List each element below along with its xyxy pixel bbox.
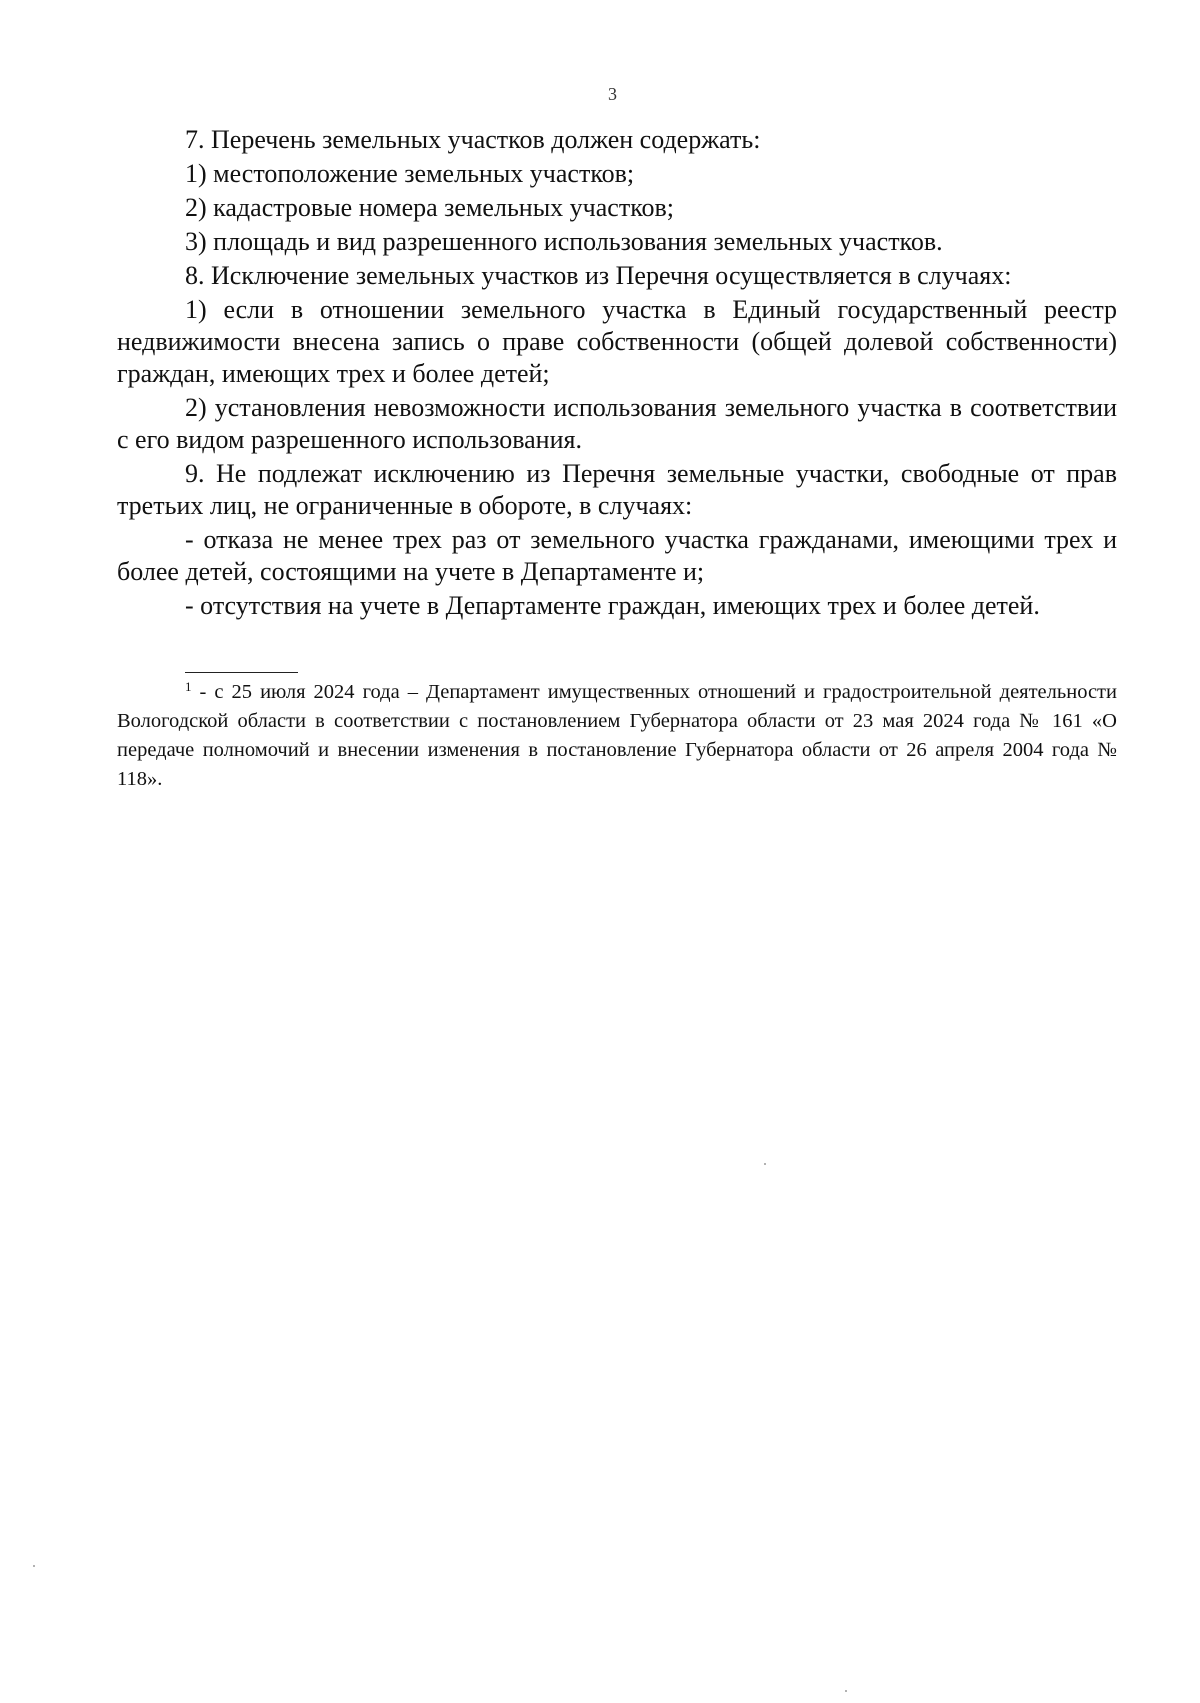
scan-speck (764, 1163, 766, 1165)
paragraph-8-item-2: 2) установления невозможности использования земельного участка в соответствии с его видом разрешенного использования. (117, 393, 1117, 454)
page-number: 3 (608, 84, 617, 104)
paragraph-7-item-3: 3) площадь и вид разрешенного использования земельных участков. (185, 227, 943, 256)
footnote-marker: 1 (185, 679, 192, 694)
paragraph-7-item-1: 1) местоположение земельных участков; (185, 159, 635, 188)
footnote-separator (185, 672, 298, 673)
document-body (117, 124, 1117, 622)
paragraph-9-heading: 9. Не подлежат исключению из Перечня земельные участки, свободные от прав третьих лиц, не ограниченные в обороте, в случаях: (117, 459, 1117, 520)
scan-speck (845, 1690, 847, 1692)
paragraph-8-heading: 8. Исключение земельных участков из Перечня осуществляется в случаях: (185, 261, 1012, 290)
footnote (117, 678, 1117, 794)
paragraph-7-item-2: 2) кадастровые номера земельных участков; (185, 193, 675, 222)
paragraph-7-heading: 7. Перечень земельных участков должен содержать: (185, 125, 761, 154)
paragraph-9-item-2: - отсутствия на учете в Департаменте граждан, имеющих трех и более детей. (185, 591, 1040, 620)
paragraph-8-item-1: 1) если в отношении земельного участка в Единый государственный реестр недвижимости внесена запись о праве собственности (общей долевой собственности) граждан, имеющих трех и более детей; (117, 295, 1117, 388)
scan-speck (33, 1565, 35, 1567)
paragraph-9-item-1: - отказа не менее трех раз от земельного участка гражданами, имеющими трех и более детей, состоящими на учете в Департаменте и; (117, 525, 1117, 586)
footnote-text: - с 25 июля 2024 года – Департамент имущественных отношений и градостроительной деятельности Вологодской области в соответствии с постановлением Губернатора области от 23 мая 2024 года № 161 «О передаче полномочий и внесении изменения в постановление Губернатора области от 26 апреля 2004 года № 118». (117, 681, 1117, 790)
